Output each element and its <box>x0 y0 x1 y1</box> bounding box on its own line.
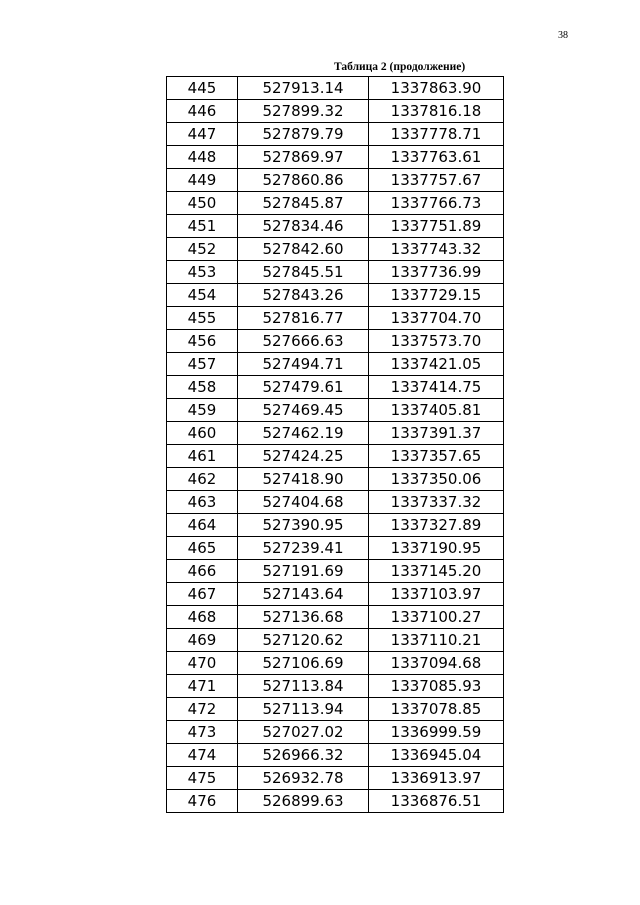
table-row <box>167 330 504 353</box>
y-coordinate-cell: 1336999.59 <box>369 721 504 744</box>
point-number-cell: 445 <box>167 77 238 100</box>
table-row <box>167 537 504 560</box>
x-coordinate-cell: 527027.02 <box>238 721 369 744</box>
x-coordinate-cell: 527120.62 <box>238 629 369 652</box>
table-row <box>167 399 504 422</box>
point-number-cell: 468 <box>167 606 238 629</box>
y-coordinate-cell: 1337736.99 <box>369 261 504 284</box>
y-coordinate-cell: 1337816.18 <box>369 100 504 123</box>
y-coordinate-cell: 1337743.32 <box>369 238 504 261</box>
x-coordinate-cell: 527469.45 <box>238 399 369 422</box>
x-coordinate-cell: 527113.84 <box>238 675 369 698</box>
point-number-cell: 457 <box>167 353 238 376</box>
point-number-cell: 446 <box>167 100 238 123</box>
x-coordinate-cell: 527462.19 <box>238 422 369 445</box>
x-coordinate-cell: 527494.71 <box>238 353 369 376</box>
x-coordinate-cell: 527869.97 <box>238 146 369 169</box>
y-coordinate-cell: 1337766.73 <box>369 192 504 215</box>
point-number-cell: 471 <box>167 675 238 698</box>
point-number-cell: 453 <box>167 261 238 284</box>
point-number-cell: 461 <box>167 445 238 468</box>
y-coordinate-cell: 1337078.85 <box>369 698 504 721</box>
table-row <box>167 491 504 514</box>
y-coordinate-cell: 1336913.97 <box>369 767 504 790</box>
x-coordinate-cell: 527834.46 <box>238 215 369 238</box>
y-coordinate-cell: 1337414.75 <box>369 376 504 399</box>
table-row <box>167 675 504 698</box>
table-row <box>167 468 504 491</box>
page-number: 38 <box>558 30 568 41</box>
point-number-cell: 467 <box>167 583 238 606</box>
x-coordinate-cell: 527899.32 <box>238 100 369 123</box>
y-coordinate-cell: 1337327.89 <box>369 514 504 537</box>
table-row <box>167 238 504 261</box>
point-number-cell: 450 <box>167 192 238 215</box>
point-number-cell: 449 <box>167 169 238 192</box>
table-row <box>167 744 504 767</box>
x-coordinate-cell: 527666.63 <box>238 330 369 353</box>
table-row <box>167 146 504 169</box>
y-coordinate-cell: 1337729.15 <box>369 284 504 307</box>
x-coordinate-cell: 526932.78 <box>238 767 369 790</box>
point-number-cell: 463 <box>167 491 238 514</box>
y-coordinate-cell: 1337350.06 <box>369 468 504 491</box>
x-coordinate-cell: 527239.41 <box>238 537 369 560</box>
y-coordinate-cell: 1337100.27 <box>369 606 504 629</box>
table-row <box>167 123 504 146</box>
table-row <box>167 422 504 445</box>
y-coordinate-cell: 1337094.68 <box>369 652 504 675</box>
point-number-cell: 465 <box>167 537 238 560</box>
x-coordinate-cell: 527390.95 <box>238 514 369 537</box>
point-number-cell: 473 <box>167 721 238 744</box>
table-row <box>167 767 504 790</box>
y-coordinate-cell: 1337110.21 <box>369 629 504 652</box>
point-number-cell: 447 <box>167 123 238 146</box>
y-coordinate-cell: 1337421.05 <box>369 353 504 376</box>
x-coordinate-cell: 527879.79 <box>238 123 369 146</box>
y-coordinate-cell: 1337704.70 <box>369 307 504 330</box>
x-coordinate-cell: 527860.86 <box>238 169 369 192</box>
point-number-cell: 458 <box>167 376 238 399</box>
table-row <box>167 307 504 330</box>
x-coordinate-cell: 527913.14 <box>238 77 369 100</box>
x-coordinate-cell: 526899.63 <box>238 790 369 813</box>
point-number-cell: 459 <box>167 399 238 422</box>
table-row <box>167 100 504 123</box>
table-row <box>167 514 504 537</box>
point-number-cell: 455 <box>167 307 238 330</box>
point-number-cell: 460 <box>167 422 238 445</box>
x-coordinate-cell: 527816.77 <box>238 307 369 330</box>
y-coordinate-cell: 1337863.90 <box>369 77 504 100</box>
table-row <box>167 652 504 675</box>
y-coordinate-cell: 1337337.32 <box>369 491 504 514</box>
table-row <box>167 560 504 583</box>
table-row <box>167 192 504 215</box>
y-coordinate-cell: 1337391.37 <box>369 422 504 445</box>
y-coordinate-cell: 1337763.61 <box>369 146 504 169</box>
y-coordinate-cell: 1337145.20 <box>369 560 504 583</box>
x-coordinate-cell: 527191.69 <box>238 560 369 583</box>
y-coordinate-cell: 1337405.81 <box>369 399 504 422</box>
x-coordinate-cell: 527136.68 <box>238 606 369 629</box>
y-coordinate-cell: 1337357.65 <box>369 445 504 468</box>
y-coordinate-cell: 1337751.89 <box>369 215 504 238</box>
x-coordinate-cell: 527418.90 <box>238 468 369 491</box>
x-coordinate-cell: 527845.51 <box>238 261 369 284</box>
x-coordinate-cell: 526966.32 <box>238 744 369 767</box>
coordinates-table-wrapper <box>166 76 503 815</box>
y-coordinate-cell: 1337103.97 <box>369 583 504 606</box>
table-caption: Таблица 2 (продолжение) <box>334 61 466 73</box>
point-number-cell: 475 <box>167 767 238 790</box>
point-number-cell: 470 <box>167 652 238 675</box>
point-number-cell: 464 <box>167 514 238 537</box>
table-row <box>167 721 504 744</box>
x-coordinate-cell: 527479.61 <box>238 376 369 399</box>
x-coordinate-cell: 527113.94 <box>238 698 369 721</box>
y-coordinate-cell: 1337190.95 <box>369 537 504 560</box>
y-coordinate-cell: 1337573.70 <box>369 330 504 353</box>
table-row <box>167 583 504 606</box>
coordinates-table <box>166 76 504 813</box>
x-coordinate-cell: 527143.64 <box>238 583 369 606</box>
point-number-cell: 454 <box>167 284 238 307</box>
point-number-cell: 462 <box>167 468 238 491</box>
point-number-cell: 451 <box>167 215 238 238</box>
point-number-cell: 474 <box>167 744 238 767</box>
y-coordinate-cell: 1337085.93 <box>369 675 504 698</box>
point-number-cell: 456 <box>167 330 238 353</box>
table-row <box>167 215 504 238</box>
point-number-cell: 466 <box>167 560 238 583</box>
point-number-cell: 472 <box>167 698 238 721</box>
table-row <box>167 606 504 629</box>
table-row <box>167 284 504 307</box>
point-number-cell: 469 <box>167 629 238 652</box>
table-row <box>167 698 504 721</box>
x-coordinate-cell: 527424.25 <box>238 445 369 468</box>
y-coordinate-cell: 1336945.04 <box>369 744 504 767</box>
point-number-cell: 476 <box>167 790 238 813</box>
point-number-cell: 448 <box>167 146 238 169</box>
x-coordinate-cell: 527404.68 <box>238 491 369 514</box>
table-row <box>167 445 504 468</box>
table-row <box>167 77 504 100</box>
y-coordinate-cell: 1336876.51 <box>369 790 504 813</box>
table-row <box>167 353 504 376</box>
x-coordinate-cell: 527106.69 <box>238 652 369 675</box>
point-number-cell: 452 <box>167 238 238 261</box>
y-coordinate-cell: 1337757.67 <box>369 169 504 192</box>
table-row <box>167 169 504 192</box>
y-coordinate-cell: 1337778.71 <box>369 123 504 146</box>
table-row <box>167 629 504 652</box>
x-coordinate-cell: 527843.26 <box>238 284 369 307</box>
table-body <box>167 77 504 813</box>
x-coordinate-cell: 527842.60 <box>238 238 369 261</box>
table-row <box>167 376 504 399</box>
table-row <box>167 261 504 284</box>
table-row <box>167 790 504 813</box>
x-coordinate-cell: 527845.87 <box>238 192 369 215</box>
